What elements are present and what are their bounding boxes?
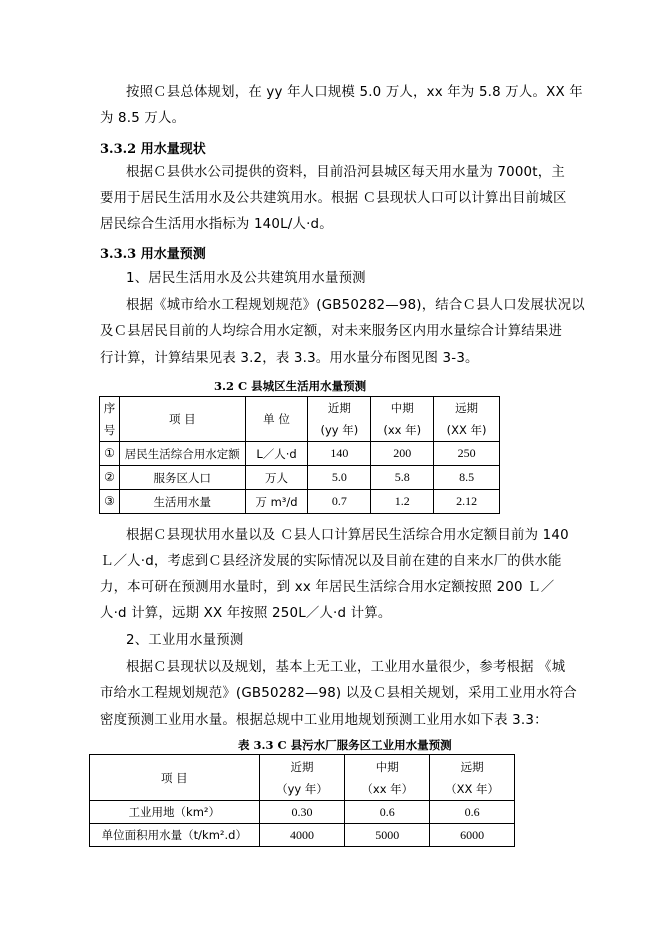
para-5-line-2: 市给水工程规划规范》(GB50282—98) 以及Ｃ县相关规划，采用工业用水符合 [100, 686, 577, 701]
cell-mid: 1.2 [371, 490, 434, 514]
para-2-line-3: 居民综合生活用水指标为 140L/人·d。 [100, 217, 333, 232]
table-3-3 [89, 754, 515, 847]
para-3-line-2: 及Ｃ县居民目前的人均综合用水定额，对未来服务区内用水量综合计算结果进 [100, 324, 563, 339]
cell-near: 0.30 [259, 801, 345, 824]
header-cell-item: 项 目 [119, 397, 245, 442]
section-heading-3-3-3: 3.3.3 用水量预测 [100, 247, 206, 262]
cell-far: 250 [434, 442, 500, 466]
table-row [90, 824, 515, 847]
para-4-line-3: 力，本可研在预测用水量时，到 xx 年居民生活综合用水定额按照 200 Ｌ／ [100, 580, 555, 595]
cell-unit: L／人·d [245, 442, 308, 466]
table-header-row [90, 755, 515, 801]
header-cell-near: 近期 (yy 年) [308, 397, 371, 442]
cell-item: 单位面积用水量（t/km².d） [90, 824, 260, 847]
header-cell-mid: 中期 （xx 年） [345, 755, 430, 801]
cell-far: 0.6 [430, 801, 515, 824]
cell-item: 生活用水量 [119, 490, 245, 514]
para-3-line-3: 行计算，计算结果见表 3.2，表 3.3。用水量分布图见图 3-3。 [100, 351, 479, 366]
para-2-line-2: 要用于居民生活用水及公共建筑用水。根据 Ｃ县现状人口可以计算出目前城区 [100, 191, 567, 206]
table-row [100, 442, 500, 466]
header-cell-mid: 中期 (xx 年) [371, 397, 434, 442]
para-2-line-1: 根据Ｃ县供水公司提供的资料，目前沿河县城区每天用水量为 7000t，主 [126, 165, 565, 180]
cell-far: 8.5 [434, 466, 500, 490]
table-3-2-caption: 3.2 C 县城区生活用水量预测 [214, 379, 367, 393]
subsection-1-title: 1、居民生活用水及公共建筑用水量预测 [126, 271, 366, 286]
cell-mid: 0.6 [345, 801, 430, 824]
cell-near: 140 [308, 442, 371, 466]
cell-mid: 5000 [345, 824, 430, 847]
cell-mid: 5.8 [371, 466, 434, 490]
cell-near: 4000 [259, 824, 345, 847]
subsection-2-title: 2、工业用水量预测 [126, 633, 244, 648]
header-cell-far: 远期 (XX 年) [434, 397, 500, 442]
para-5-line-3: 密度预测工业用水量。根据总规中工业用地规划预测工业用水如下表 3.3： [100, 713, 548, 728]
section-heading-3-3-2: 3.3.2 用水量现状 [100, 142, 206, 157]
table-3-2 [99, 396, 500, 514]
para-4-line-2: Ｌ／人·d，考虑到Ｃ县经济发展的实际情况以及目前在建的自来水厂的供水能 [100, 554, 562, 569]
cell-unit: 万人 [245, 466, 308, 490]
para-4-line-4: 人·d 计算，远期 XX 年按照 250L／人·d 计算。 [100, 606, 392, 621]
table-row [100, 466, 500, 490]
header-cell-item: 项 目 [90, 755, 260, 801]
cell-seq: ② [100, 466, 120, 490]
cell-mid: 200 [371, 442, 434, 466]
table-row [100, 490, 500, 514]
table-3-3-caption: 表 3.3 C 县污水厂服务区工业用水量预测 [238, 738, 452, 752]
table-header-row [100, 397, 500, 442]
cell-far: 6000 [430, 824, 515, 847]
header-cell-seq: 序 号 [100, 397, 120, 442]
cell-near: 5.0 [308, 466, 371, 490]
cell-seq: ① [100, 442, 120, 466]
cell-item: 工业用地（km²） [90, 801, 260, 824]
cell-near: 0.7 [308, 490, 371, 514]
header-cell-far: 远期 （XX 年） [430, 755, 515, 801]
cell-unit: 万 m³/d [245, 490, 308, 514]
header-cell-near: 近期 （yy 年） [259, 755, 345, 801]
cell-item: 居民生活综合用水定额 [119, 442, 245, 466]
header-cell-unit: 单 位 [245, 397, 308, 442]
para-5-line-1: 根据Ｃ县现状以及规划，基本上无工业，工业用水量很少，参考根据 《城 [126, 660, 566, 675]
cell-far: 2.12 [434, 490, 500, 514]
table-row [90, 801, 515, 824]
para-1-line-1: 按照Ｃ县总体规划，在 yy 年人口规模 5.0 万人，xx 年为 5.8 万人。XX 年 [126, 85, 583, 100]
cell-item: 服务区人口 [119, 466, 245, 490]
para-1-line-2: 为 8.5 万人。 [100, 111, 186, 126]
para-3-line-1: 根据《城市给水工程规划规范》(GB50282—98)，结合Ｃ县人口发展状况以 [126, 298, 585, 313]
cell-seq: ③ [100, 490, 120, 514]
para-4-line-1: 根据Ｃ县现状用水量以及 Ｃ县人口计算居民生活综合用水定额目前为 140 [126, 528, 569, 543]
